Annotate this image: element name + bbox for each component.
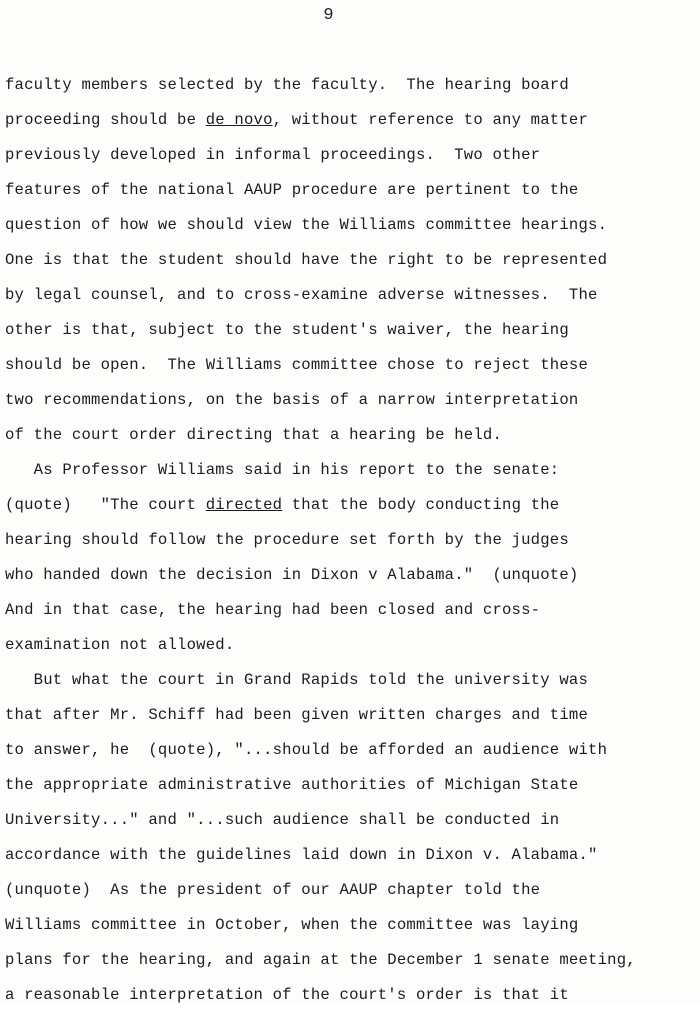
text-line: a reasonable interpretation of the court's order is that it [5,986,569,1004]
text-line: examination not allowed. [5,636,235,654]
text-line: the appropriate administrative authorities of Michigan State [5,776,579,794]
text-line: plans for the hearing, and again at the December 1 senate meeting, [5,951,636,969]
text-line: (unquote) As the president of our AAUP chapter told the [5,881,541,899]
text-line: two recommendations, on the basis of a narrow interpretation [5,391,579,409]
text-line [5,103,695,138]
text-line: As Professor Williams said in his report to the senate: [5,461,560,479]
text-line [5,488,695,523]
text-line: Williams committee in October, when the committee was laying [5,916,579,934]
text-segment: that the body conducting the [282,496,560,514]
text-segment: (quote) "The court [5,496,206,514]
text-line: University..." and "...such audience shall be conducted in [5,811,560,829]
text-line: features of the national AAUP procedure are pertinent to the [5,181,579,199]
text-line: to answer, he (quote), "...should be afforded an audience with [5,741,608,759]
text-line: other is that, subject to the student's waiver, the hearing [5,321,569,339]
underlined-phrase: de novo [205,111,273,129]
text-line: hearing should follow the procedure set forth by the judges [5,531,569,549]
text-line: who handed down the decision in Dixon v Alabama." (unquote) [5,566,579,584]
text-line: One is that the student should have the right to be represented [5,251,608,269]
text-line: that after Mr. Schiff had been given written charges and time [5,706,589,724]
text-segment: proceeding should be [5,111,206,129]
text-line: But what the court in Grand Rapids told the university was [5,671,589,689]
page-number: 9 [323,6,335,25]
text-line: previously developed in informal proceedings. Two other [5,146,541,164]
text-line: accordance with the guidelines laid down in Dixon v. Alabama." [5,846,598,864]
underlined-phrase: directed [205,496,283,514]
text-line: by legal counsel, and to cross-examine adverse witnesses. The [5,286,598,304]
text-line: of the court order directing that a hearing be held. [5,426,503,444]
text-line: should be open. The Williams committee chose to reject these [5,356,589,374]
body-text [5,68,695,1013]
text-line: faculty members selected by the faculty. The hearing board [5,76,569,94]
text-line: question of how we should view the Williams committee hearings. [5,216,608,234]
text-segment: , without reference to any matter [272,111,589,129]
text-line: And in that case, the hearing had been closed and cross- [5,601,541,619]
